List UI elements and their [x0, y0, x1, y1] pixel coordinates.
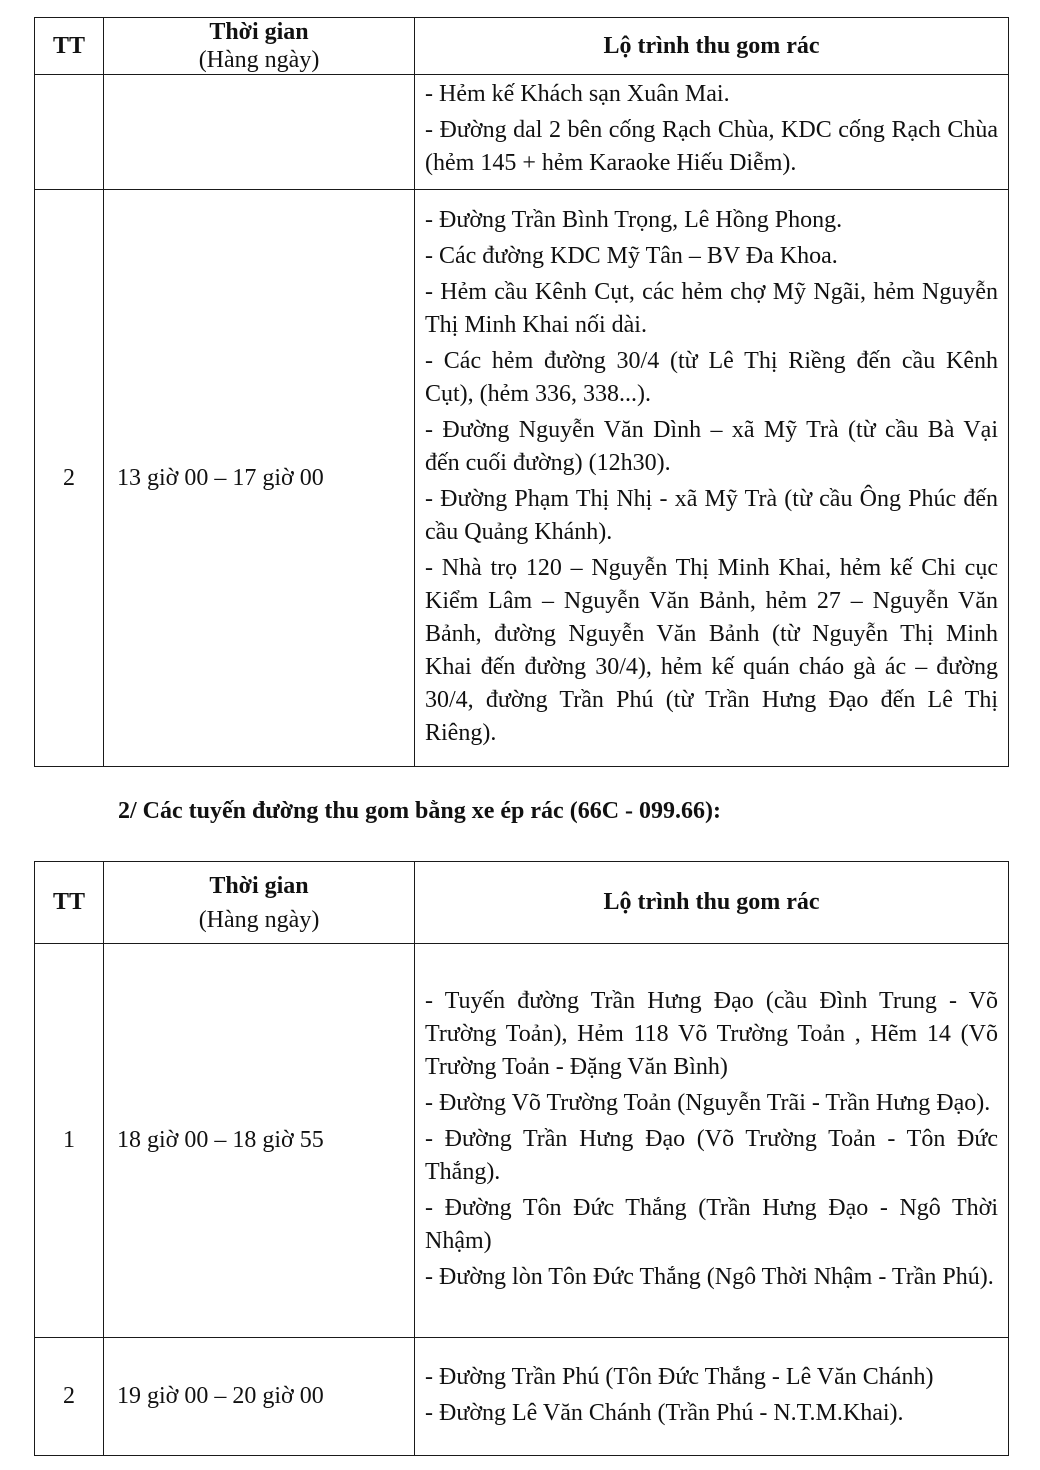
table-header-row [35, 862, 1009, 944]
route-item: - Đường Nguyễn Văn Dình – xã Mỹ Trà (từ cầu Bà Vại đến cuối đường) (12h30). [425, 416, 998, 476]
row-time: 18 giờ 00 – 18 giờ 55 [104, 944, 415, 1338]
route-item: - Đường Trần Hưng Đạo (Võ Trường Toản - Tôn Đức Thắng). [425, 1125, 998, 1185]
row-tt: 2 [35, 190, 104, 767]
header-time [104, 862, 415, 944]
route-item: - Đường Trần Bình Trọng, Lê Hồng Phong. [425, 206, 843, 233]
row-route [415, 944, 1009, 1338]
route-item: - Đường dal 2 bên cống Rạch Chùa, KDC cống Rạch Chùa (hẻm 145 + hẻm Karaoke Hiếu Diễm). [425, 116, 998, 176]
route-item: - Đường Tôn Đức Thắng (Trần Hưng Đạo - Ngô Thời Nhậm) [425, 1194, 998, 1254]
row-tt: 1 [35, 944, 104, 1338]
header-time-sub: (Hàng ngày) [198, 906, 320, 933]
route-item: - Đường Lê Văn Chánh (Trần Phú - N.T.M.Khai). [425, 1399, 904, 1426]
header-time-sub: (Hàng ngày) [198, 47, 320, 73]
header-route: Lộ trình thu gom rác [415, 862, 1009, 944]
row-time [104, 75, 415, 190]
section-2-heading: 2/ Các tuyến đường thu gom bằng xe ép rác (66C - 099.66): [118, 798, 722, 824]
row-tt: 2 [35, 1338, 104, 1456]
table-row [35, 944, 1009, 1338]
row-tt [35, 75, 104, 190]
route-item: - Đường lòn Tôn Đức Thắng (Ngô Thời Nhậm - Trần Phú). [425, 1263, 994, 1290]
header-time-label: Thời gian [209, 19, 309, 45]
row-time: 13 giờ 00 – 17 giờ 00 [104, 190, 415, 767]
table-header-row [35, 18, 1009, 75]
header-time [104, 18, 415, 75]
route-item: - Đường Trần Phú (Tôn Đức Thắng - Lê Văn Chánh) [425, 1363, 934, 1390]
schedule-table-1 [34, 17, 1009, 767]
route-item: - Nhà trọ 120 – Nguyễn Thị Minh Khai, hẻm kế Chi cục Kiểm Lâm – Nguyễn Văn Bảnh, hẻm 27 – Nguyễn Văn Bảnh, đường Nguyễn Văn Bảnh (từ Nguyễn Thị Minh Khai đến đường 30/4), hẻm kế quán cháo gà ác – đường 30/4, đường Trần Phú (từ Trần Hưng Đạo đến Lê Thị Riêng). [425, 554, 998, 746]
route-item: - Hẻm cầu Kênh Cụt, các hẻm chợ Mỹ Ngãi, hẻm Nguyễn Thị Minh Khai nối dài. [425, 278, 998, 338]
header-time-label: Thời gian [209, 872, 309, 899]
row-route [415, 190, 1009, 767]
row-route [415, 1338, 1009, 1456]
table-row [35, 1338, 1009, 1456]
table-row [35, 75, 1009, 190]
route-item: - Đường Võ Trường Toản (Nguyễn Trãi - Trần Hưng Đạo). [425, 1089, 991, 1116]
schedule-table-2 [34, 861, 1009, 1456]
route-item: - Đường Phạm Thị Nhị - xã Mỹ Trà (từ cầu Ông Phúc đến cầu Quảng Khánh). [425, 485, 998, 545]
row-route [415, 75, 1009, 190]
header-tt: TT [35, 862, 104, 944]
route-item: - Tuyến đường Trần Hưng Đạo (cầu Đình Trung - Võ Trường Toản), Hẻm 118 Võ Trường Toản , Hẽm 14 (Võ Trường Toản - Đặng Văn Bình) [425, 987, 998, 1080]
header-route: Lộ trình thu gom rác [415, 18, 1009, 75]
table-row [35, 190, 1009, 767]
route-item: - Các đường KDC Mỹ Tân – BV Đa Khoa. [425, 242, 838, 269]
header-tt: TT [35, 18, 104, 75]
route-item: - Các hẻm đường 30/4 (từ Lê Thị Riềng đến cầu Kênh Cụt), (hẻm 336, 338...). [425, 347, 998, 407]
route-item: - Hẻm kế Khách sạn Xuân Mai. [425, 80, 730, 107]
row-time: 19 giờ 00 – 20 giờ 00 [104, 1338, 415, 1456]
